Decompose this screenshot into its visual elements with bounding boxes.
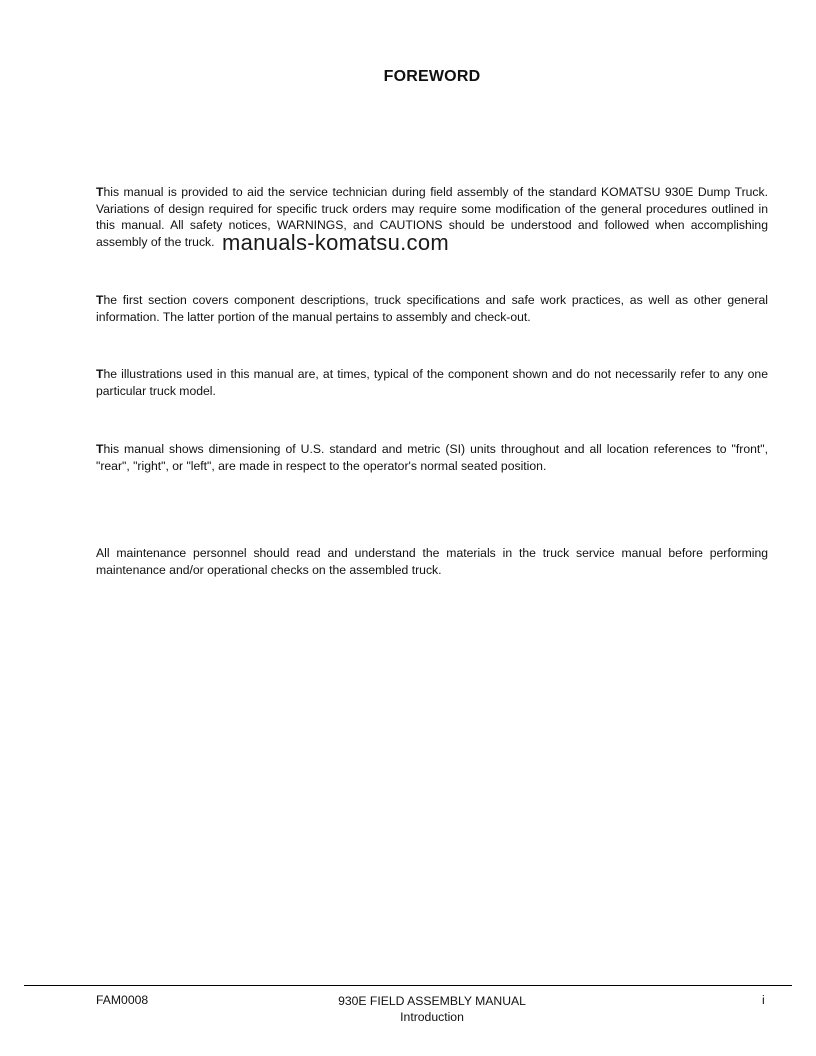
paragraph-units [96,441,768,474]
paragraph-drop-letter: T [96,367,104,381]
paragraph-text: his manual is provided to aid the service technician during field assembly of the standard KOMATSU 930E Dump Truck. Variations of design required for specific truck orders may require some modification of the general procedures outlined in this manual. All safety notices, WARNINGS, and CAUTIONS should be understood and followed when accomplishing assembly of the truck. [96,185,768,249]
paragraph-drop-letter: T [96,293,104,307]
paragraph-text: he illustrations used in this manual are, at times, typical of the component shown and do not necessarily refer to any one particular truck model. [96,367,768,398]
paragraph-text: he first section covers component descriptions, truck specifications and safe work practices, as well as other general information. The latter portion of the manual pertains to assembly and check-out. [96,293,768,324]
paragraph-drop-letter: T [96,185,104,199]
paragraph-text: All maintenance personnel should read and understand the materials in the truck service manual before performing maintenance and/or operational checks on the assembled truck. [96,546,768,577]
footer-manual-info [0,993,816,1025]
paragraph-maintenance [96,545,768,578]
footer-document-code: FAM0008 [96,993,149,1007]
footer-section-name: Introduction [400,1010,464,1024]
footer-page-number: i [762,993,765,1007]
footer-divider [24,985,792,986]
paragraph-illustrations [96,366,768,399]
paragraph-drop-letter: T [96,442,104,456]
page-title: FOREWORD [383,68,481,85]
paragraph-sections [96,292,768,325]
footer-manual-title: 930E FIELD ASSEMBLY MANUAL [338,994,526,1008]
paragraph-text: his manual shows dimensioning of U.S. standard and metric (SI) units throughout and all location references to "front", "rear", "right", or "left", are made in respect to the operator's normal seated position. [96,442,768,473]
watermark-text: manuals-komatsu.com [222,230,449,255]
